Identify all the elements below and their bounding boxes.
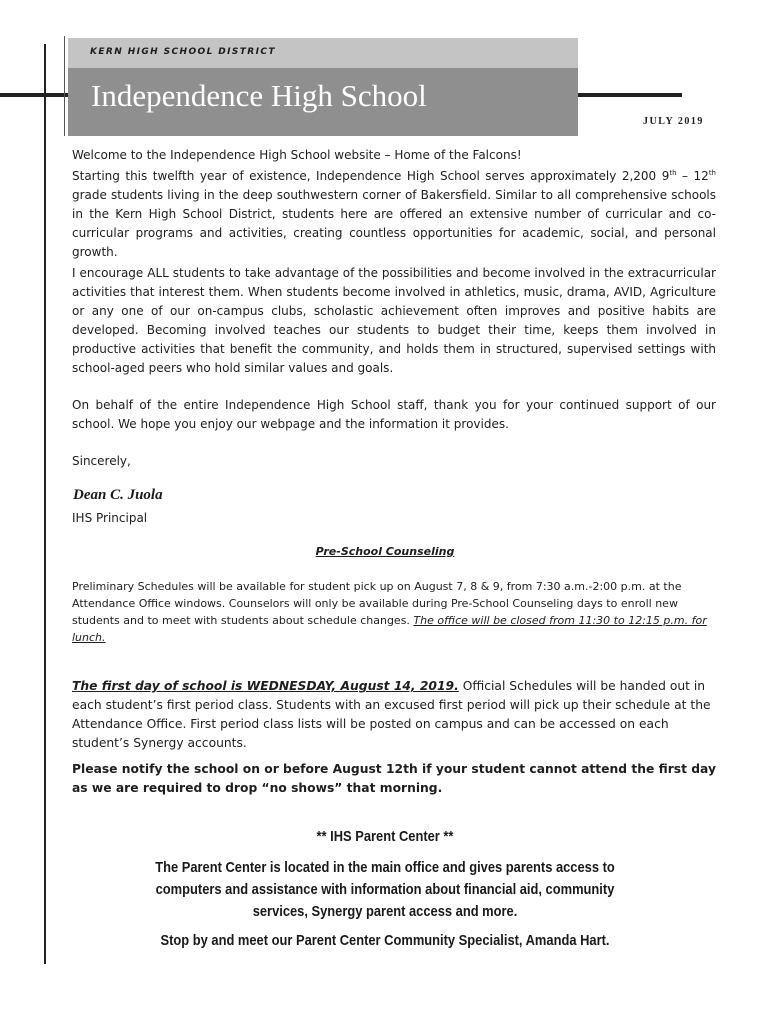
closing-line: Sincerely, bbox=[72, 454, 131, 468]
masthead-strip bbox=[68, 38, 578, 68]
issue-date: JULY 2019 bbox=[643, 116, 704, 127]
welcome-line: Welcome to the Independence High School website – Home of the Falcons! bbox=[72, 148, 522, 162]
intro-paragraph: Starting this twelfth year of existence, Independence High School serves approximately 2,200 9th – 12th grade students living in the deep southwestern corner of Bakersfield. Similar to all comprehensive schools in the Kern High School District, students here are offered an extensive number of curricular and co-curricular programs and activities, creating countless opportunities for academic, social, and personal growth. bbox=[72, 169, 716, 259]
principal-title: IHS Principal bbox=[72, 511, 148, 525]
school-title: Independence High School bbox=[91, 78, 427, 113]
lunch-closure-note: The office will be closed from 11:30 to 12:15 p.m. for lunch. bbox=[72, 614, 707, 644]
encourage-paragraph: I encourage ALL students to take advantage of the possibilities and become involved in the extracurricular activities that interest them. When students become involved in athletics, music, drama, AVID, Agriculture or any one of our on-campus clubs, scholastic achievement often improves and positive habits are developed. Becoming involved teaches our students to budget their time, keeps them involved in productive activities that benefit the community, and holds them in structured, supervised settings with school-aged peers who hold similar values and goals. bbox=[72, 266, 716, 375]
masthead-banner bbox=[68, 38, 578, 136]
district-name: KERN HIGH SCHOOL DISTRICT bbox=[90, 47, 276, 57]
first-day-paragraph: The first day of school is WEDNESDAY, August 14, 2019. Official Schedules will be handed out in each student’s first period class. Students with an excused first period will pick up their schedule at the Attendance Office. First period class lists will be posted on campus and can be accessed on each student’s Synergy accounts. bbox=[72, 679, 711, 750]
parent-center-description: The Parent Center is located in the main office and gives parents access to computers and assistance with information about financial aid, community services, Synergy parent access and more. bbox=[155, 859, 615, 920]
counseling-heading: Pre-School Counseling bbox=[315, 545, 455, 558]
first-day-date: The first day of school is WEDNESDAY, August 14, 2019. bbox=[72, 679, 459, 693]
counseling-paragraph: Preliminary Schedules will be available for student pick up on August 7, 8 & 9, from 7:30 a.m.-2:00 p.m. at the Attendance Office windows. Counselors will only be available during Pre-School Counseling days to enroll new students and to meet with students about schedule changes. The office will be closed from 11:30 to 12:15 p.m. for lunch. bbox=[72, 580, 707, 644]
parent-center-contact: Stop by and meet our Parent Center Community Specialist, Amanda Hart. bbox=[160, 932, 610, 949]
thanks-paragraph: On behalf of the entire Independence High School staff, thank you for your continued support of our school. We hope you enjoy our webpage and the information it provides. bbox=[72, 398, 716, 431]
header-rule-left bbox=[0, 93, 68, 97]
principal-signature: Dean C. Juola bbox=[73, 487, 163, 503]
left-rule-line bbox=[44, 44, 46, 964]
header-rule-right bbox=[578, 93, 682, 97]
parent-center-title: ** IHS Parent Center ** bbox=[316, 828, 454, 845]
no-show-notice: Please notify the school on or before August 12th if your student cannot attend the first day as we are required to drop “no shows” that morning. bbox=[72, 762, 716, 795]
masthead-inner-rule bbox=[64, 36, 65, 136]
